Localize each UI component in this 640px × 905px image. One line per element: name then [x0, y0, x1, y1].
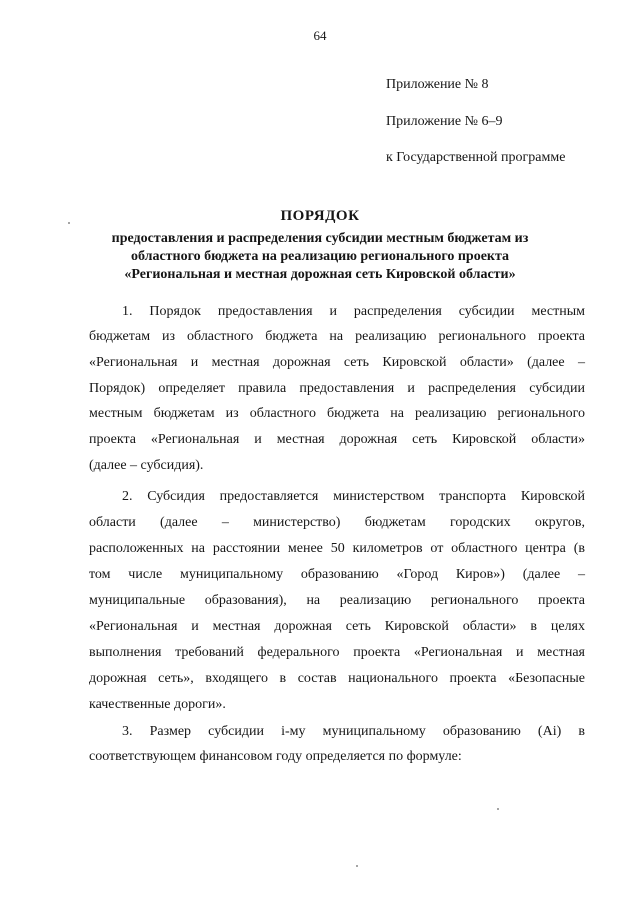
scan-speck: [497, 808, 499, 810]
document-subtitle-line: «Региональная и местная дорожная сеть Кировской области»: [124, 267, 516, 282]
scan-speck: [356, 865, 358, 867]
text-line: Порядок) определяет правила предоставления и распределения субсидии: [89, 381, 585, 396]
document-subtitle-line: предоставления и распределения субсидии местным бюджетам из: [111, 231, 529, 246]
text-line: «Региональная и местная дорожная сеть Кировской области» в целях: [89, 619, 585, 634]
text-line: том числе муниципальному образованию «Город Киров») (далее –: [89, 567, 585, 582]
scan-speck: [68, 222, 70, 224]
text-line: бюджетам из областного бюджета на реализацию регионального проекта: [89, 329, 585, 344]
text-line: 3. Размер субсидии i-му муниципальному образованию (Ai) в: [122, 724, 585, 739]
text-line: качественные дороги».: [89, 697, 226, 712]
appendix-line-1: Приложение № 8: [386, 77, 489, 92]
text-line: 1. Порядок предоставления и распределения субсидии местным: [122, 304, 585, 319]
text-line: 2. Субсидия предоставляется министерством транспорта Кировской: [122, 489, 585, 504]
text-line: соответствующем финансовом году определяется по формуле:: [89, 749, 462, 764]
text-line: дорожная сеть», входящего в состав национального проекта «Безопасные: [89, 671, 585, 686]
text-line: «Региональная и местная дорожная сеть Кировской области» (далее –: [89, 355, 585, 370]
text-line: муниципальные образования), на реализацию регионального проекта: [89, 593, 585, 608]
document-subtitle-line: областного бюджета на реализацию регионального проекта: [130, 249, 510, 264]
text-line: расположенных на расстоянии менее 50 километров от областного центра (в: [89, 541, 585, 556]
appendix-line-2: Приложение № 6–9: [386, 114, 503, 129]
text-line: области (далее – министерство) бюджетам городских округов,: [89, 515, 585, 530]
text-line: (далее – субсидия).: [89, 458, 204, 473]
appendix-line-3: к Государственной программе: [386, 150, 566, 165]
document-title: ПОРЯДОК: [280, 208, 360, 224]
text-line: выполнения требований федерального проекта «Региональная и местная: [89, 645, 585, 660]
text-line: местным бюджетам из областного бюджета на реализацию регионального: [89, 406, 585, 421]
page-number: 64: [313, 28, 327, 43]
text-line: проекта «Региональная и местная дорожная сеть Кировской области»: [89, 432, 585, 447]
